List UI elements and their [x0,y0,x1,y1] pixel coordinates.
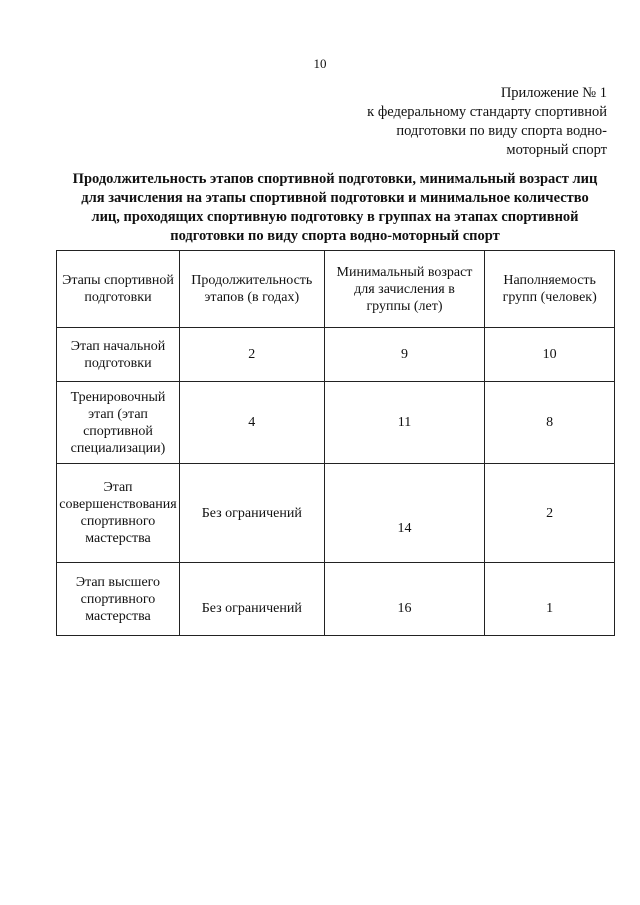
cell-min-age: 14 [324,464,485,563]
cell-stage [57,464,180,563]
header-line: Минимальный возраст [336,264,473,280]
cell-min-age: 16 [324,563,485,636]
cell-stage [57,563,180,636]
stage-line: спортивного [80,514,156,529]
stages-table [56,250,615,636]
stage-line: мастерства [85,608,151,624]
title-line: лиц, проходящих спортивную подготовку в группах на этапах спортивной [91,209,579,225]
header-line: группы (лет) [366,298,443,314]
header-line: этапов (в годах) [204,290,300,305]
header-group-size [485,251,615,328]
header-duration [179,251,324,328]
header-line: подготовки [84,290,152,305]
title-line: Продолжительность этапов спортивной подготовки, минимальный возраст лиц [72,171,598,187]
table-row [57,563,615,636]
cell-min-age: 11 [324,382,485,464]
stage-line: Этап [103,480,133,495]
table-row [57,464,615,563]
cell-group-size: 2 [485,464,615,563]
stage-line: Тренировочный [70,389,166,405]
appendix-line: моторный спорт [506,142,607,158]
cell-duration: 4 [179,382,324,464]
header-line: групп (человек) [502,290,597,305]
appendix-line: к федеральному стандарту спортивной [367,104,607,120]
cell-group-size: 10 [485,328,615,382]
stage-line: этап (этап [88,406,148,422]
cell-duration: Без ограничений [179,563,324,636]
header-line: Продолжительность [191,273,313,288]
stage-line: спортивной [83,423,153,439]
header-line: Наполняемость [503,273,596,288]
cell-stage [57,382,180,464]
cell-group-size: 1 [485,563,615,636]
stage-line: специализации) [70,440,166,456]
cell-duration: 2 [179,328,324,382]
cell-stage [57,328,180,382]
stage-line: совершенствования [59,497,177,512]
stage-line: мастерства [85,531,151,546]
stage-line: подготовки [84,355,152,371]
cell-duration: Без ограничений [179,464,324,563]
appendix-line: Приложение № 1 [500,85,607,101]
cell-group-size: 8 [485,382,615,464]
header-line: Этапы спортивной [62,273,174,288]
stage-line: Этап начальной [70,338,166,354]
page-number: 10 [313,56,327,71]
appendix-line: подготовки по виду спорта водно- [396,123,607,139]
table-row [57,382,615,464]
cell-min-age: 9 [324,328,485,382]
header-min-age [324,251,485,328]
appendix-reference [307,84,607,160]
table-row [57,328,615,382]
stage-line: спортивного [80,591,156,607]
stage-line: Этап высшего [75,574,161,590]
header-stage [57,251,180,328]
title-line: подготовки по виду спорта водно-моторный спорт [170,228,500,244]
title-line: для зачисления на этапы спортивной подготовки и минимальное количество [81,190,589,206]
header-line: для зачисления в [354,281,455,297]
table-header-row [57,251,615,328]
document-title [40,170,630,246]
